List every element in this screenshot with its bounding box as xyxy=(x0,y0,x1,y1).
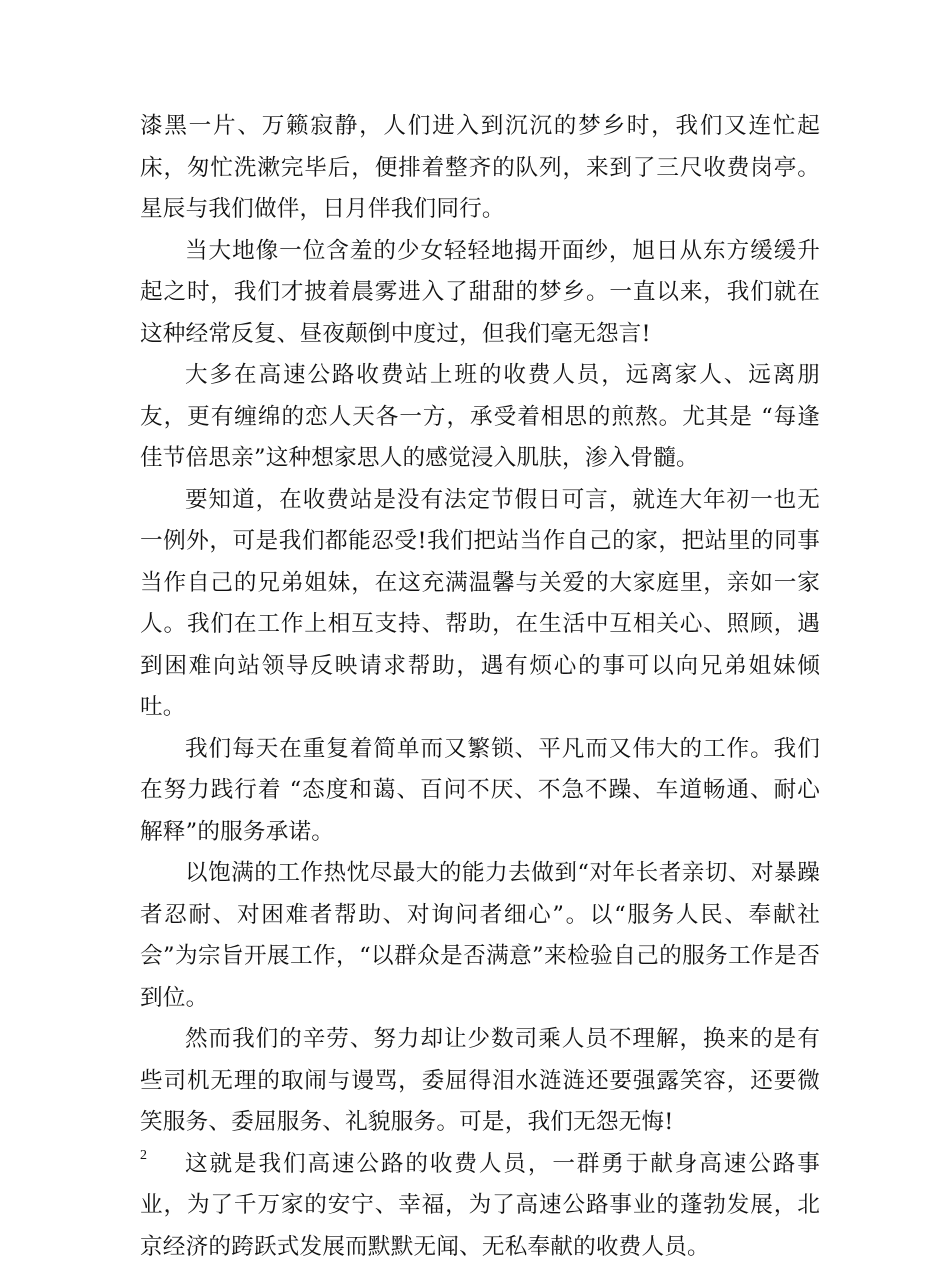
paragraph-4: 要知道，在收费站是没有法定节假日可言，就连大年初一也无一例外，可是我们都能忍受!我们把站当作自己的家，把站里的同事当作自己的兄弟姐妹，在这充满温馨与关爱的大家庭里，亲如一家人。我们在工作上相互支持、帮助，在生活中互相关心、照顾，遇到困难向站领导反映请求帮助，遇有烦心的事可以向兄弟姐妹倾吐。 xyxy=(140,480,820,729)
paragraph-8: 这就是我们高速公路的收费人员，一群勇于献身高速公路事业，为了千万家的安宁、幸福，为了高速公路事业的蓬勃发展，北京经济的跨跃式发展而默默无闻、无私奉献的收费人员。 xyxy=(140,1144,820,1268)
paragraph-2: 当大地像一位含羞的少女轻轻地揭开面纱，旭日从东方缓缓升起之时，我们才披着晨雾进入了甜甜的梦乡。一直以来，我们就在这种经常反复、昼夜颠倒中度过，但我们毫无怨言! xyxy=(140,231,820,356)
paragraph-3: 大多在高速公路收费站上班的收费人员，远离家人、远离朋友，更有缠绵的恋人天各一方，承受着相思的煎熬。尤其是 “每逢佳节倍思亲”这种想家思人的感觉浸入肌肤，渗入骨髓。 xyxy=(140,355,820,480)
page-number: 2 xyxy=(140,1148,147,1164)
document-body xyxy=(140,106,820,1268)
paragraph-5: 我们每天在重复着简单而又繁锁、平凡而又伟大的工作。我们在努力践行着 “态度和蔼、百问不厌、不急不躁、车道畅通、耐心解释”的服务承诺。 xyxy=(140,729,820,854)
paragraph-7: 然而我们的辛劳、努力却让少数司乘人员不理解，换来的是有些司机无理的取闹与谩骂，委屈得泪水涟涟还要强露笑容，还要微笑服务、委屈服务、礼貌服务。可是，我们无怨无悔! xyxy=(140,1019,820,1144)
paragraph-6: 以饱满的工作热忱尽最大的能力去做到“对年长者亲切、对暴躁者忍耐、对困难者帮助、对询问者细心”。以“服务人民、奉献社会”为宗旨开展工作，“以群众是否满意”来检验自己的服务工作是否到位。 xyxy=(140,853,820,1019)
paragraph-1: 漆黑一片、万籁寂静，人们进入到沉沉的梦乡时，我们又连忙起床，匆忙洗漱完毕后，便排着整齐的队列，来到了三尺收费岗亭。星辰与我们做伴，日月伴我们同行。 xyxy=(140,106,820,231)
